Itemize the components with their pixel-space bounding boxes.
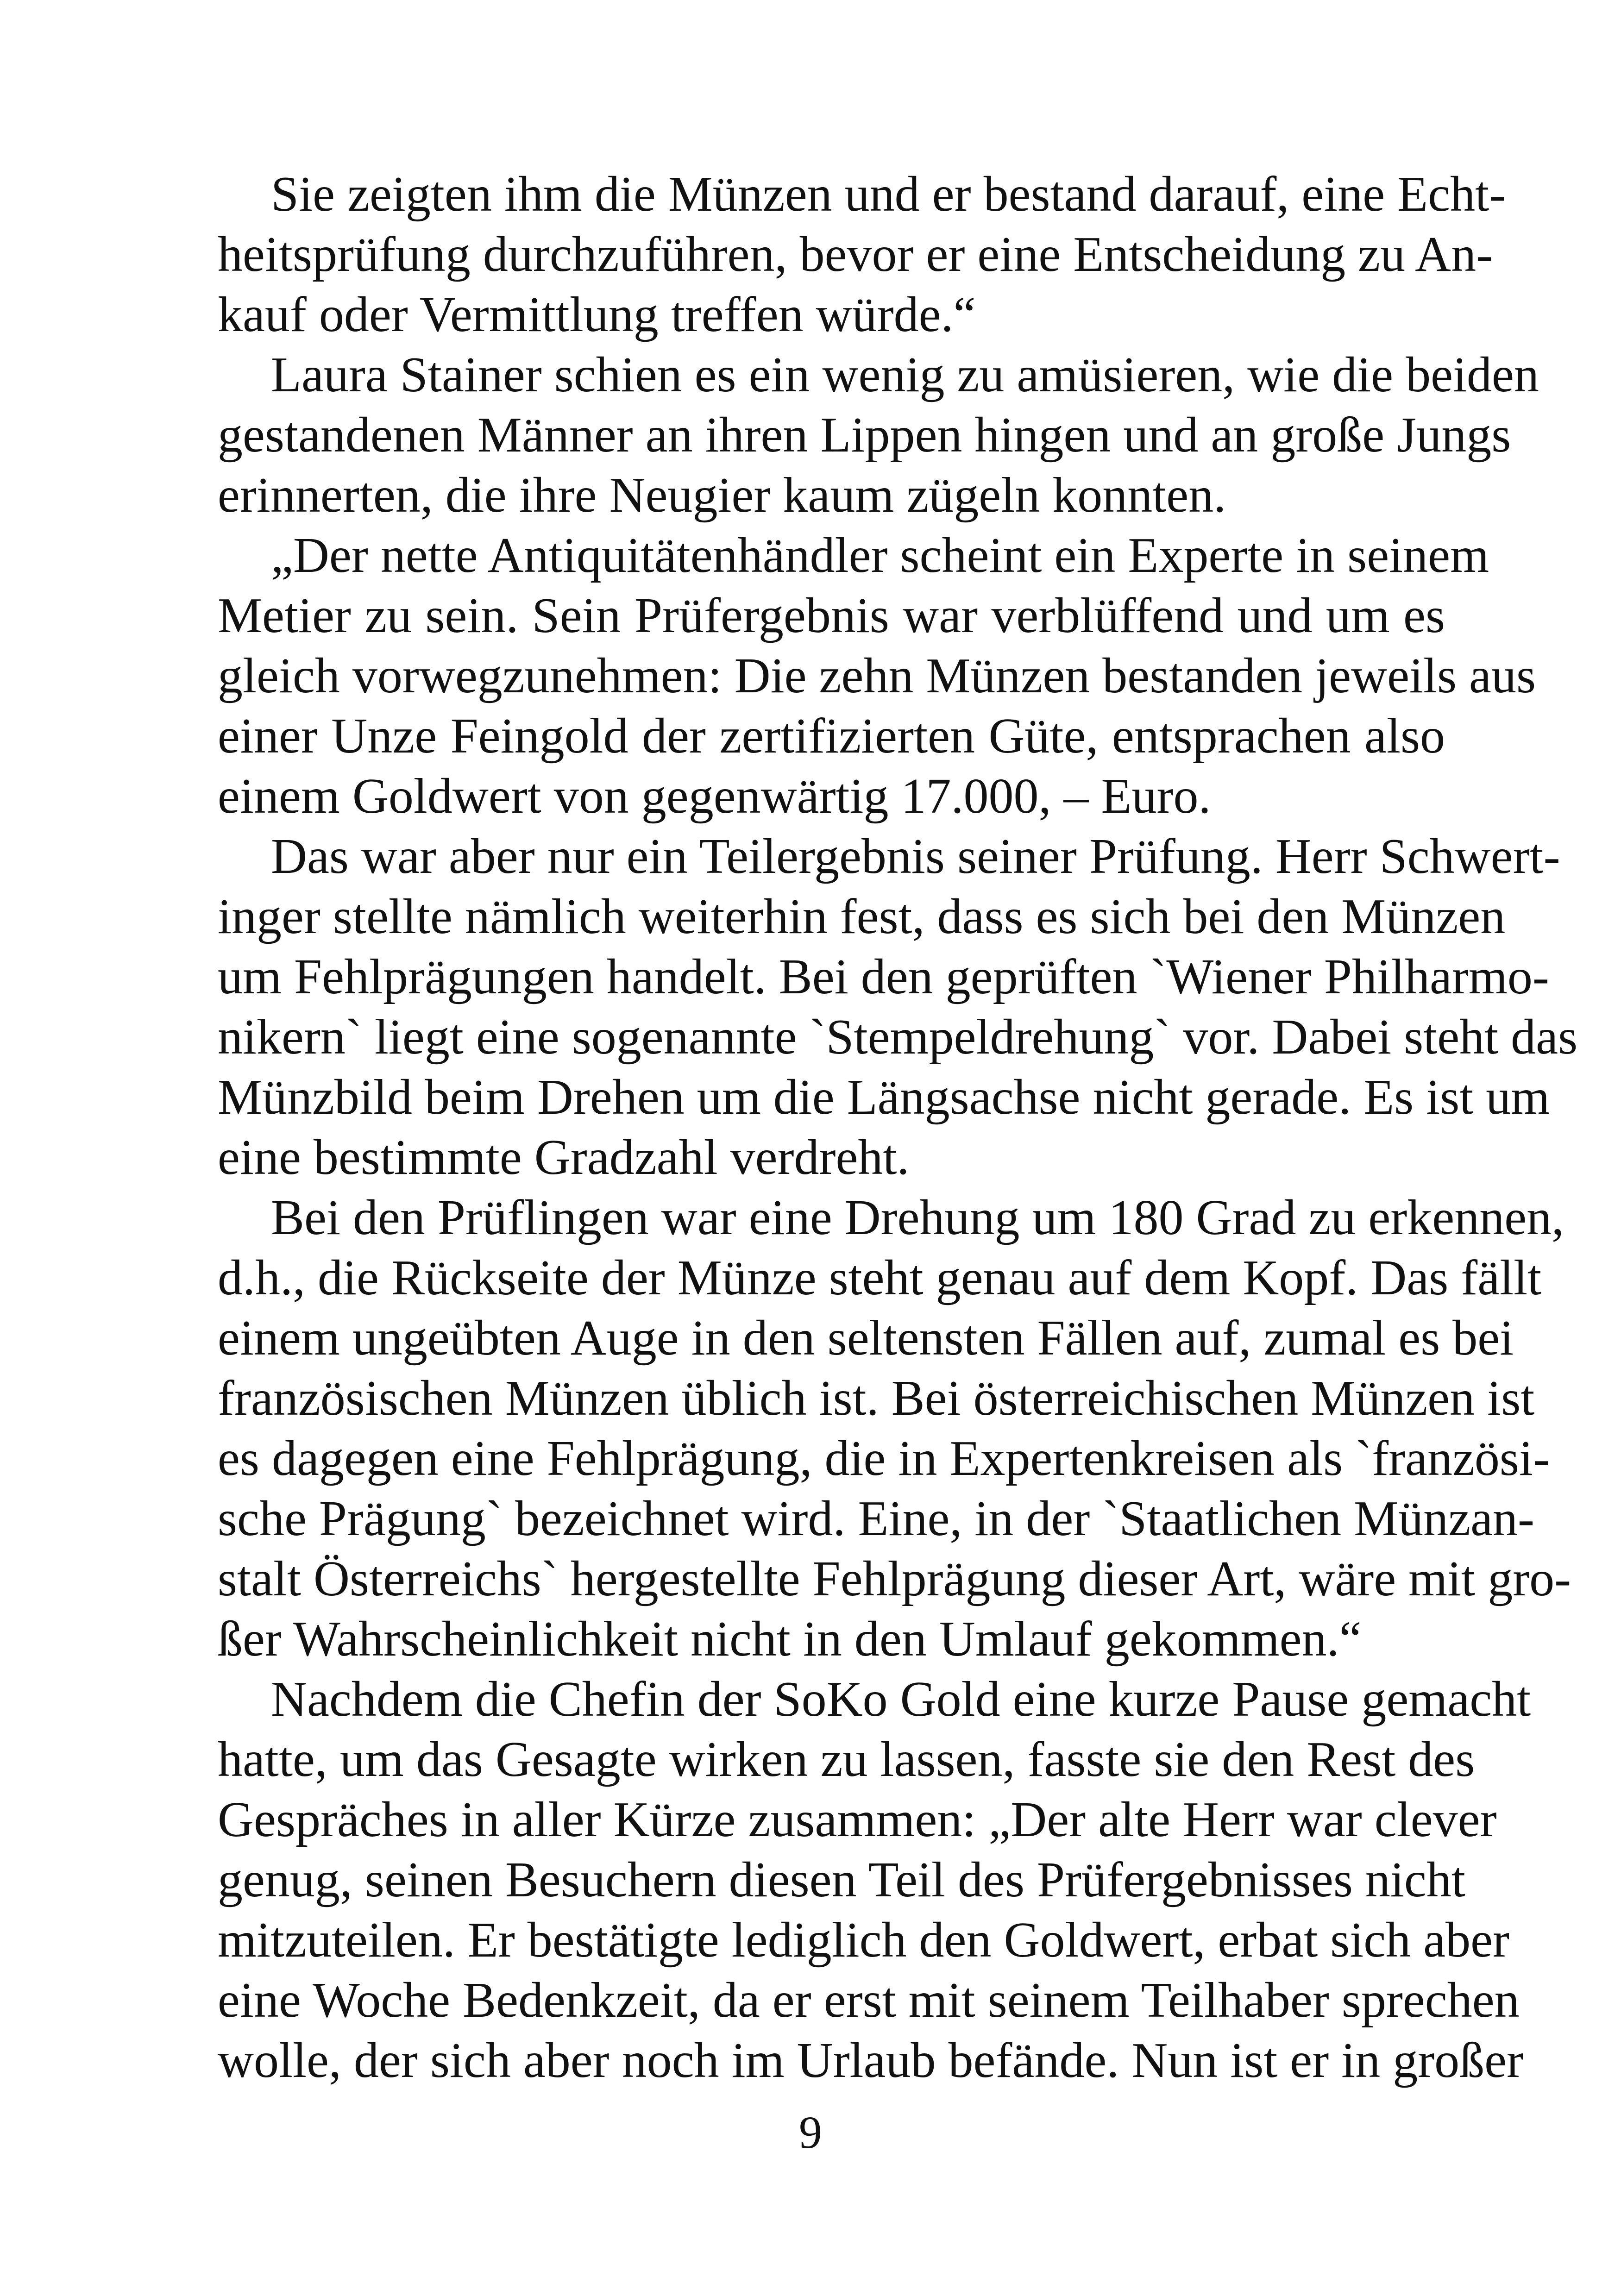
text-line: hatte, um das Gesagte wirken zu lassen, fasste sie den Rest des [218, 1732, 1475, 1787]
text-line: mitzuteilen. Er bestätigte lediglich den Goldwert, erbat sich aber [218, 1913, 1510, 1968]
text-line: ßer Wahrscheinlichkeit nicht in den Umlauf gekommen.“ [218, 1612, 1362, 1667]
text-line: eine Woche Bedenkzeit, da er erst mit seinem Teilhaber sprechen [218, 1973, 1520, 2028]
text-line: wolle, der sich aber noch im Urlaub befände. Nun ist er in großer [218, 2033, 1524, 2088]
text-line: einer Unze Feingold der zertifizierten Güte, entsprachen also [218, 709, 1445, 764]
text-line: Münzbild beim Drehen um die Längsachse nicht gerade. Es ist um [218, 1070, 1550, 1125]
page-number: 9 [799, 2107, 822, 2158]
text-line: gleich vorwegzunehmen: Die zehn Münzen bestanden jeweils aus [218, 648, 1536, 703]
text-line: stalt Österreichs` hergestellte Fehlprägung dieser Art, wäre mit gro- [218, 1551, 1571, 1606]
text-line: um Fehlprägungen handelt. Bei den geprüften `Wiener Philharmo- [218, 949, 1549, 1004]
text-line: erinnerten, die ihre Neugier kaum zügeln konnten. [218, 468, 1226, 523]
text-line: nikern` liegt eine sogenannte `Stempeldrehung` vor. Dabei steht das [218, 1010, 1578, 1065]
text-line: einem ungeübten Auge in den seltensten Fällen auf, zumal es bei [218, 1311, 1514, 1366]
text-line: gestandenen Männer an ihren Lippen hingen und an große Jungs [218, 408, 1511, 463]
text-line: kauf oder Vermittlung treffen würde.“ [218, 287, 976, 342]
text-line: Das war aber nur ein Teilergebnis seiner Prüfung. Herr Schwert- [271, 829, 1560, 884]
text-line: inger stellte nämlich weiterhin fest, dass es sich bei den Münzen [218, 889, 1506, 944]
text-line: es dagegen eine Fehlprägung, die in Expertenkreisen als `französi- [218, 1431, 1550, 1486]
text-line: eine bestimmte Gradzahl verdreht. [218, 1130, 910, 1185]
text-line: „Der nette Antiquitätenhändler scheint ein Experte in seinem [271, 528, 1489, 583]
text-line: d.h., die Rückseite der Münze steht genau auf dem Kopf. Das fällt [218, 1250, 1542, 1305]
body-text [218, 164, 1578, 2091]
text-line: Laura Stainer schien es ein wenig zu amüsieren, wie die beiden [271, 347, 1539, 402]
text-line: Bei den Prüflingen war eine Drehung um 180 Grad zu erkennen, [271, 1190, 1564, 1245]
text-line: Metier zu sein. Sein Prüfergebnis war verblüffend und um es [218, 588, 1445, 643]
text-line: Nachdem die Chefin der SoKo Gold eine kurze Pause gemacht [271, 1672, 1531, 1727]
text-line: Gespräches in aller Kürze zusammen: „Der alte Herr war clever [218, 1792, 1497, 1847]
text-line: einem Goldwert von gegenwärtig 17.000, – Euro. [218, 769, 1211, 824]
text-line: französischen Münzen üblich ist. Bei österreichischen Münzen ist [218, 1371, 1535, 1426]
text-line: heitsprüfung durchzuführen, bevor er eine Entscheidung zu An- [218, 227, 1493, 282]
text-line: genug, seinen Besuchern diesen Teil des Prüfergebnisses nicht [218, 1852, 1465, 1907]
text-line: Sie zeigten ihm die Münzen und er bestand darauf, eine Echt- [271, 167, 1506, 222]
text-line: sche Prägung` bezeichnet wird. Eine, in der `Staatlichen Münzan- [218, 1491, 1534, 1546]
